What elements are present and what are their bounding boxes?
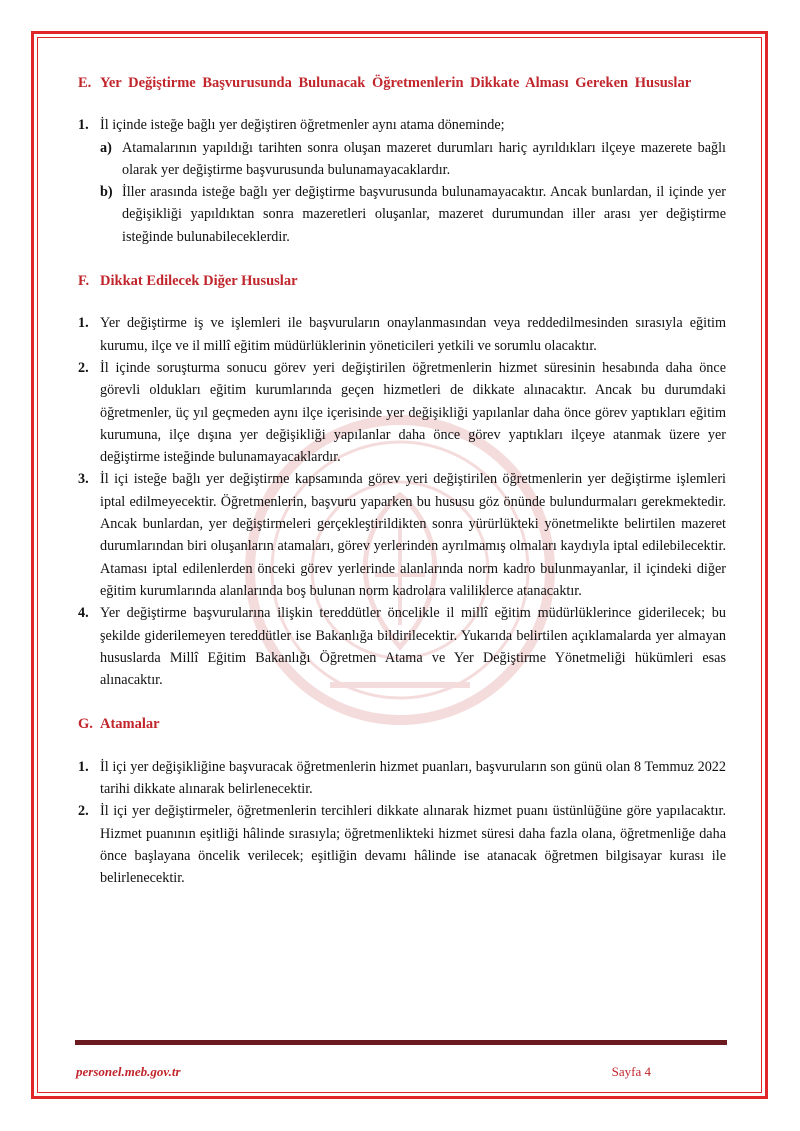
item-number: 1. xyxy=(78,758,89,775)
item-text: İl içi yer değişikliğine başvuracak öğretmenlerin hizmet puanları, başvuruların son günü olan 8 Temmuz 2022 tarihi dikkate alınarak belirlenecektir. xyxy=(100,758,726,798)
item-number: 2. xyxy=(78,803,89,820)
footer-rule xyxy=(75,1040,727,1045)
section-f-title: Dikkat Edilecek Diğer Hususlar xyxy=(100,273,298,290)
item-number: 2. xyxy=(78,359,89,376)
section-g-list xyxy=(78,756,726,890)
document-body xyxy=(78,72,726,890)
item-number: 3. xyxy=(78,471,89,488)
sub-item-letter: b) xyxy=(100,184,113,201)
sub-item-text: İller arasında isteğe bağlı yer değiştirme başvurusunda bulunamayacaktır. Ancak bunlardan, il içinde yer değişikliği yapıldıktan sonra mazeretleri oluşanlar, mazeret durumundan iller arası yer değiştirme isteğinde bulunabileceklerdir. xyxy=(122,184,726,245)
item-number: 1. xyxy=(78,117,89,134)
list-item xyxy=(78,800,726,889)
item-text: Yer değiştirme iş ve işlemleri ile başvuruların onaylanmasından veya reddedilmesinden sırasıyla eğitim kurumu, ilçe ve il millî eğitim müdürlüklerinin yöneticileri yetkili ve sorumlu olacaktır. xyxy=(100,315,726,354)
footer-website-link[interactable]: personel.meb.gov.tr xyxy=(76,1064,181,1079)
sub-item xyxy=(100,137,726,182)
sub-item xyxy=(100,181,726,248)
section-e-title: Yer Değiştirme Başvurusunda Bulunacak Öğretmenlerin Dikkate Alması Gereken Hususlar xyxy=(100,75,692,91)
item-number: 1. xyxy=(78,315,89,332)
section-g-heading xyxy=(78,713,726,735)
item-text: İl içi isteğe bağlı yer değiştirme kapsamında görev yeri değiştirilen öğretmenlerin yer değiştirme işlemleri iptal edilmeyecektir. Öğretmenlerin, başvuru yaparken bu hususu göz önünde bulundurmaları gerekmektedir. Ancak bunlardan, yer değiştirmeleri gerçekleştirildikten sonra yürürlükteki yönetmelikte belirtilen mazeret durumlarından biri oluşanların atamaları, görev yerlerinden ayrılmamış olmaları kaydıyla iptal edilebilecektir. Ataması iptal edilenlerden önceki görev yerlerinde alanlarında norm kadro bulunmayanlar, il içindeki diğer eğitim kurumlarında alanlarında boş bulunan norm kadrolara valiliklerce atanacaktır. xyxy=(100,471,726,599)
section-g xyxy=(78,713,726,889)
item-text: İl içinde isteğe bağlı yer değiştiren öğretmenler aynı atama döneminde; xyxy=(100,117,505,134)
section-f-letter: F. xyxy=(78,273,90,290)
section-f-heading xyxy=(78,270,726,292)
section-e-list xyxy=(78,114,726,248)
list-item xyxy=(78,357,726,468)
item-text: İl içinde soruşturma sonucu görev yeri değiştirilen öğretmenlerin hizmet süresinin hesabında daha önce görevli oldukları eğitim kurumlarında geçen hizmetleri de dikkate alınacaktır. Ancak bu durumdaki öğretmenler, üç yıl geçmeden aynı ilçe içerisinde yer değişikliği yapılanlar daha önce görev yaptıkları eğitim kurumuna, ilçe dışına yer değişikliği yapılanlar daha önce görev yaptıkları ilçeye atanmak üzere yer değiştirme isteğinde bulunamayacaklardır. xyxy=(100,359,726,466)
section-g-letter: G. xyxy=(78,716,93,733)
list-item xyxy=(78,756,726,801)
item-text: İl içi yer değiştirmeler, öğretmenlerin tercihleri dikkate alınarak hizmet puanı üstünlüğüne göre yapılacaktır. Hizmet puanının eşitliği hâlinde sırasıyla; öğretmenlikteki hizmet süresi daha fazla olana, öğretmenliğe daha önce başlayana öncelik verilecek; eşitliğin devamı hâlinde ise atanacak öğretmen bilgisayar kurası ile belirlenecektir. xyxy=(100,803,726,887)
section-e-heading xyxy=(78,72,726,94)
section-g-title: Atamalar xyxy=(100,716,160,733)
footer-page-number: Sayfa 4 xyxy=(611,1064,651,1079)
sub-item-letter: a) xyxy=(100,139,112,156)
section-f xyxy=(78,270,726,691)
list-item xyxy=(78,602,726,691)
sub-item-text: Atamalarının yapıldığı tarihten sonra oluşan mazeret durumları hariç ayrıldıkları ilçeye mazerete bağlı olarak yer değiştirme başvurusunda bulunamayacaklardır. xyxy=(122,139,726,178)
item-text: Yer değiştirme başvurularına ilişkin tereddütler öncelikle il millî eğitim müdürlüklerince giderilecek; bu şekilde giderilemeyen tereddütler ise Bakanlığa bildirilecektir. Yukarıda belirtilen açıklamalarda yer almayan hususlarda Millî Eğitim Bakanlığı Öğretmen Atama ve Yer Değiştirme Yönetmeliği hükümleri esas alınacaktır. xyxy=(100,605,726,689)
list-item xyxy=(78,312,726,357)
list-item xyxy=(78,114,726,248)
section-e xyxy=(78,72,726,248)
section-e-letter: E. xyxy=(78,75,92,91)
list-item xyxy=(78,468,726,602)
section-f-list xyxy=(78,312,726,691)
item-number: 4. xyxy=(78,605,89,622)
